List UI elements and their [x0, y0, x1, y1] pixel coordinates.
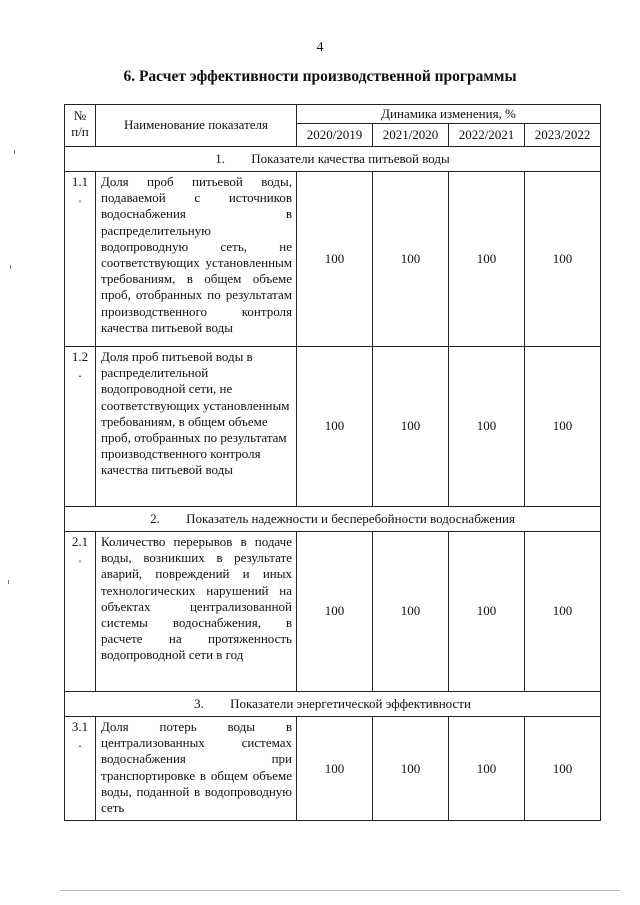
header-year-1: 2020/2019 [297, 123, 373, 146]
section-title: 6. Расчет эффективности производственной программы [123, 68, 517, 85]
header-year-2: 2021/2020 [373, 123, 449, 146]
header-number-label: № [73, 108, 87, 123]
group-title: Показатели энергетической эффективности [230, 695, 471, 711]
group-header-row [65, 692, 601, 717]
row-number-dot: . [78, 365, 82, 380]
row-value-2023: 100 [525, 172, 601, 347]
table-row [65, 347, 601, 507]
header-number-label-2: п/п [71, 124, 89, 139]
table-row [65, 532, 601, 692]
group-title: Показатели качества питьевой воды [251, 150, 450, 166]
row-number: 3.1 [71, 719, 89, 734]
group-title: Показатель надежности и бесперебойности водоснабжения [186, 510, 515, 526]
row-value-2021: 100 [373, 172, 449, 347]
table-row [65, 717, 601, 821]
row-value-2023: 100 [525, 532, 601, 692]
row-value-2020: 100 [297, 532, 373, 692]
row-value-2022: 100 [449, 347, 525, 507]
row-indicator-name: Доля проб питьевой воды в распределительной водопроводной сети, не соответствующих установленным требованиям, в общем объеме проб, отобранных по результатам производственного контроля качества питьевой воды [96, 347, 297, 507]
group-header-cell [65, 147, 601, 172]
header-dynamics-cell: Динамика изменения, % [297, 105, 601, 124]
row-number: 1.1 [71, 174, 89, 189]
row-indicator-name: Доля проб питьевой воды, подаваемой с источников водоснабжения в распределительную водопроводную сеть, не соответствующих установленным требованиям, в общем объеме проб, отобранных по результатам производственного контроля качества питьевой воды [96, 172, 297, 347]
scan-mark [8, 580, 9, 584]
row-value-2020: 100 [297, 347, 373, 507]
group-header-row [65, 507, 601, 532]
row-value-2020: 100 [297, 172, 373, 347]
row-number-dot: . [78, 735, 82, 750]
scan-mark [10, 265, 11, 269]
header-year-3: 2022/2021 [449, 123, 525, 146]
group-number: 1. [215, 150, 226, 166]
table-row [65, 172, 601, 347]
efficiency-table [64, 104, 601, 821]
row-value-2022: 100 [449, 717, 525, 821]
page-number: 4 [316, 40, 324, 55]
row-value-2020: 100 [297, 717, 373, 821]
row-indicator-name: Доля потерь воды в централизованных системах водоснабжения при транспортировке в общем объеме воды, поданной в водопроводную сеть [96, 717, 297, 821]
scan-mark [14, 150, 15, 154]
row-number-dot: . [78, 190, 82, 205]
row-value-2023: 100 [525, 717, 601, 821]
table-header-row [65, 105, 601, 124]
row-value-2021: 100 [373, 717, 449, 821]
row-value-2023: 100 [525, 347, 601, 507]
row-number: 1.2 [71, 349, 89, 364]
row-value-2021: 100 [373, 532, 449, 692]
row-number-cell [65, 717, 96, 821]
row-value-2022: 100 [449, 532, 525, 692]
group-header-cell [65, 507, 601, 532]
header-year-4: 2023/2022 [525, 123, 601, 146]
row-number-dot: . [78, 550, 82, 565]
group-number: 3. [194, 695, 204, 711]
group-number: 2. [150, 510, 160, 526]
row-number-cell [65, 532, 96, 692]
header-name-cell: Наименование показателя [96, 105, 297, 147]
scan-edge-line [60, 890, 620, 891]
row-value-2021: 100 [373, 347, 449, 507]
row-number: 2.1 [71, 534, 89, 549]
row-value-2022: 100 [449, 172, 525, 347]
row-indicator-name: Количество перерывов в подаче воды, возникших в результате аварий, повреждений и иных технологических нарушений на объектах централизованной системы водоснабжения, в расчете на протяженность водопроводной сети в год [96, 532, 297, 692]
group-header-row [65, 147, 601, 172]
group-header-cell [65, 692, 601, 717]
header-number-cell [65, 105, 96, 147]
row-number-cell [65, 347, 96, 507]
row-number-cell [65, 172, 96, 347]
